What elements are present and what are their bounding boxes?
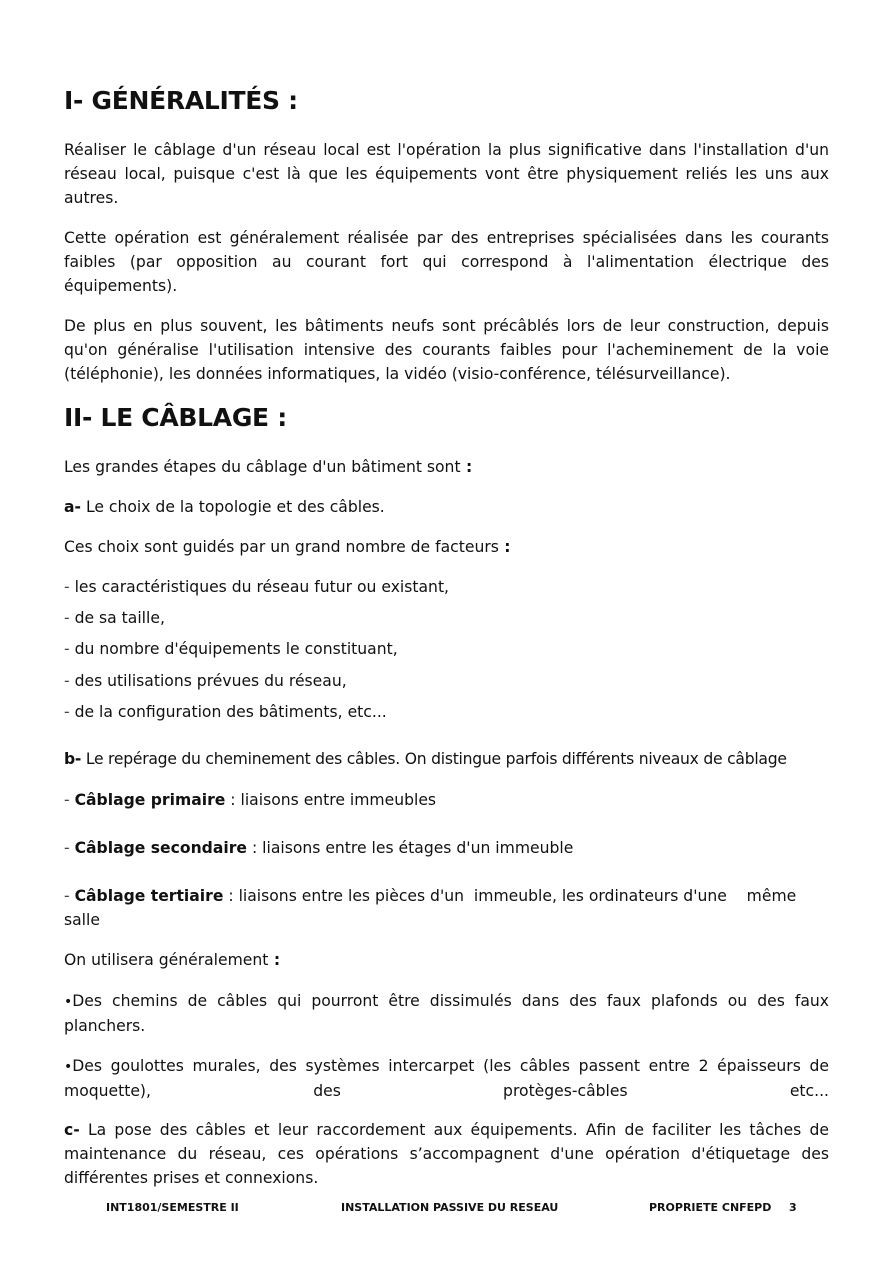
dash-mark: - xyxy=(64,672,75,690)
factor-item xyxy=(64,637,829,661)
factor-text: de la configuration des bâtiments, etc... xyxy=(74,703,387,721)
generalement-text: On utilisera généralement xyxy=(64,951,269,969)
choix-colon: : xyxy=(498,538,511,556)
factor-text: les caractéristiques du réseau futur ou existant, xyxy=(74,578,450,596)
choix-text: Ces choix sont guidés par un grand nombre de facteurs xyxy=(64,538,499,556)
footer-title: INSTALLATION PASSIVE DU RESEAU xyxy=(341,1201,559,1214)
factor-text: des utilisations prévues du réseau, xyxy=(74,672,347,690)
dash-mark: - xyxy=(64,887,75,905)
dash-mark: - xyxy=(64,703,75,721)
bullet-item-goulottes xyxy=(64,1054,829,1103)
paragraph-precablage: De plus en plus souvent, les bâtiments neufs sont précâblés lors de leur construction, depuis qu'on généralise l'utilisation intensive des courants faibles pour l'acheminement de la voie (téléphonie), les données informatiques, la vidéo (visio-conférence, télésurveillance). xyxy=(64,317,829,383)
step-b-text: Le repérage du cheminement des câbles. On distingue parfois différents niveaux de câblage xyxy=(81,750,787,768)
cabling-term: Câblage tertiaire xyxy=(74,887,224,905)
cabling-item-primaire xyxy=(64,788,829,812)
paragraph-generalement xyxy=(64,948,829,972)
footer-course: INT1801/SEMESTRE II xyxy=(106,1201,239,1214)
factor-item xyxy=(64,606,829,630)
bullet-text: Des chemins de câbles qui pourront être dissimulés dans des faux plafonds ou des faux planchers. xyxy=(64,992,829,1035)
step-a-label: a- xyxy=(64,498,81,516)
dash-mark: - xyxy=(64,640,75,658)
dash-mark: - xyxy=(64,609,75,627)
step-c-label: c- xyxy=(64,1121,80,1139)
factor-item xyxy=(64,700,829,724)
bullet-item-chemins xyxy=(64,989,829,1038)
paragraph-choix xyxy=(64,535,829,559)
step-b-label: b- xyxy=(64,750,82,768)
paragraph-intro: Réaliser le câblage d'un réseau local est l'opération la plus significative dans l'installation d'un réseau local, puisque c'est là que les équipements vont être physiquement reliés les uns aux autres. xyxy=(64,141,829,207)
cabling-item-secondaire xyxy=(64,836,829,860)
cabling-desc: : liaisons entre immeubles xyxy=(225,791,437,809)
heading-cablage: II- LE CÂBLAGE : xyxy=(64,403,287,432)
heading-generalites: I- GÉNÉRALITÉS : xyxy=(64,86,298,115)
step-c-text: La pose des câbles et leur raccordement aux équipements. Afin de faciliter les tâches de maintenance du réseau, ces opérations s’accompagnent d'une opération d'étiquetage des différentes prises et connexions. xyxy=(64,1121,829,1187)
factor-item xyxy=(64,575,829,599)
etapes-colon: : xyxy=(460,458,473,476)
factor-text: de sa taille, xyxy=(74,609,165,627)
step-a-text: Le choix de la topologie et des câbles. xyxy=(81,498,385,516)
step-b xyxy=(64,747,829,771)
dash-mark: - xyxy=(64,839,75,857)
cabling-term: Câblage primaire xyxy=(74,791,226,809)
footer-owner: PROPRIETE CNFEPD xyxy=(649,1201,772,1214)
cabling-desc: : liaisons entre les étages d'un immeuble xyxy=(246,839,574,857)
etapes-text: Les grandes étapes du câblage d'un bâtiment sont xyxy=(64,458,461,476)
factor-item xyxy=(64,669,829,693)
cabling-term: Câblage secondaire xyxy=(74,839,247,857)
bullet-icon: • xyxy=(64,994,73,1010)
dash-mark: - xyxy=(64,578,75,596)
step-a xyxy=(64,495,829,519)
cabling-item-tertiaire xyxy=(64,884,809,932)
factor-text: du nombre d'équipements le constituant, xyxy=(74,640,398,658)
bullet-text: Des goulottes murales, des systèmes intercarpet (les câbles passent entre 2 épaisseurs de moquette), des protèges-câbles etc... xyxy=(64,1057,829,1100)
paragraph-etapes xyxy=(64,455,829,479)
bullet-icon: • xyxy=(64,1059,73,1075)
dash-mark: - xyxy=(64,791,75,809)
generalement-colon: : xyxy=(268,951,281,969)
paragraph-operation: Cette opération est généralement réalisée par des entreprises spécialisées dans les courants faibles (par opposition au courant fort qui correspond à l'alimentation électrique des équipements). xyxy=(64,229,829,295)
footer-page-number: 3 xyxy=(789,1201,797,1214)
step-c xyxy=(64,1118,829,1190)
cabling-desc: : liaisons entre les pièces d'un immeuble, les ordinateurs d'une même salle xyxy=(64,887,802,929)
